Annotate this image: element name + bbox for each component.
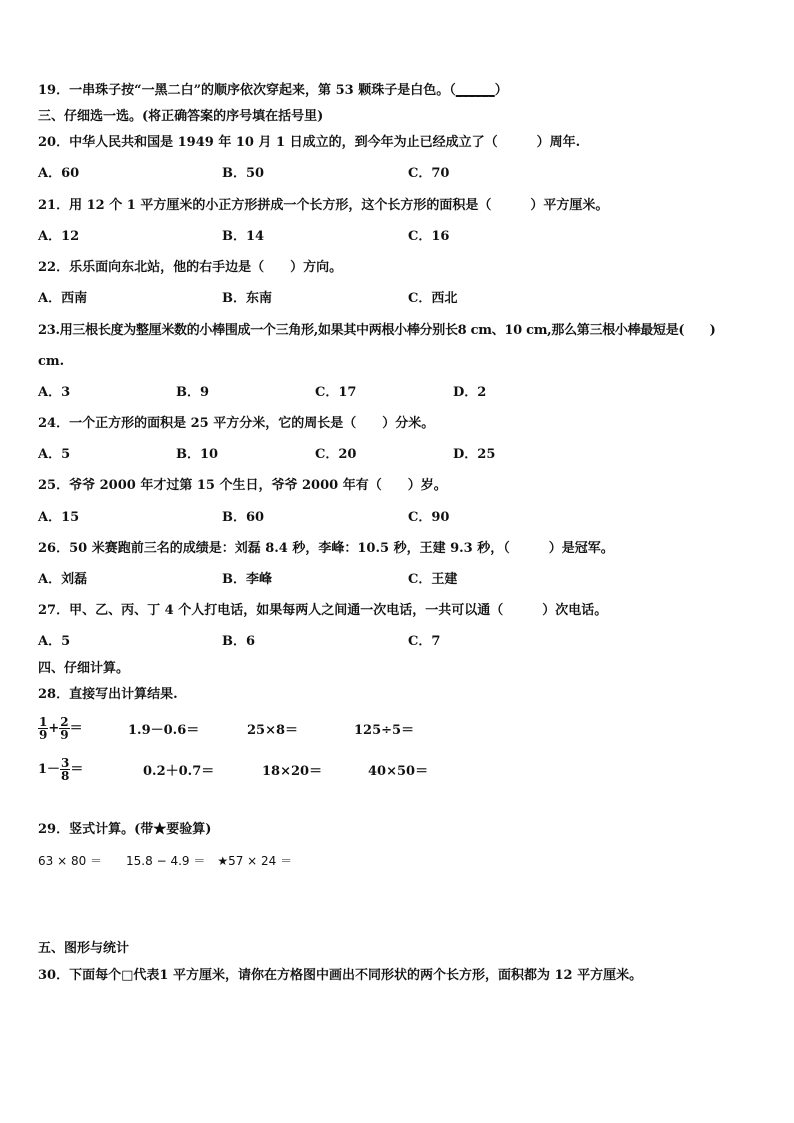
option-a[interactable]: A．刘磊 bbox=[38, 572, 88, 587]
calc-item: 0.2＋0.7＝ bbox=[143, 764, 215, 779]
section-3-heading: 三、仔细选一选。(将正确答案的序号填在括号里) bbox=[38, 109, 324, 124]
option-b[interactable]: B．14 bbox=[222, 229, 265, 244]
option-a[interactable]: A．5 bbox=[38, 634, 71, 649]
option-c[interactable]: C．17 bbox=[315, 385, 357, 400]
option-d[interactable]: D．2 bbox=[453, 385, 487, 400]
question-23: 23.用三根长度为整厘米数的小棒围成一个三角形,如果其中两根小棒分别长8 cm、10 cm,那么第三根小棒最短是( ) bbox=[38, 323, 716, 338]
question-26: 26．50 米赛跑前三名的成绩是：刘磊 8.4 秒，李峰：10.5 秒，王建 9.3 秒，（ ）是冠军。 bbox=[38, 541, 614, 556]
option-a[interactable]: A．15 bbox=[38, 510, 80, 525]
question-30: 30．下面每个□代表1 平方厘米，请你在方格图中画出不同形状的两个长方形，面积都为 12 平方厘米。 bbox=[38, 968, 643, 983]
option-c[interactable]: C．王建 bbox=[408, 572, 458, 587]
question-28: 28．直接写出计算结果. bbox=[38, 687, 178, 702]
section-5-heading: 五、图形与统计 bbox=[38, 941, 130, 956]
option-c[interactable]: C．西北 bbox=[408, 291, 458, 306]
option-a[interactable]: A．5 bbox=[38, 447, 71, 462]
option-c[interactable]: C．90 bbox=[408, 510, 450, 525]
calc-item: 1.9－0.6＝ bbox=[128, 723, 200, 738]
calc-item: 18×20＝ bbox=[262, 764, 323, 779]
calc-item: 40×50＝ bbox=[368, 764, 429, 779]
option-c[interactable]: C．70 bbox=[408, 166, 450, 181]
question-29: 29．竖式计算。(带★要验算) bbox=[38, 822, 212, 837]
option-b[interactable]: B．6 bbox=[222, 634, 256, 649]
question-19 bbox=[38, 82, 508, 100]
option-b[interactable]: B．50 bbox=[222, 166, 265, 181]
calc-item: 125÷5＝ bbox=[354, 723, 415, 738]
calc-fraction-sum: $\frac{1}{9}$ + $\frac{2}{9}$ ＝ bbox=[39, 715, 83, 742]
answer-blank[interactable]: ______ bbox=[455, 83, 495, 98]
option-a[interactable]: A．12 bbox=[38, 229, 80, 244]
option-b[interactable]: B．9 bbox=[176, 385, 210, 400]
option-b[interactable]: B．东南 bbox=[222, 291, 272, 306]
question-22: 22．乐乐面向东北站，他的右手边是（ ）方向。 bbox=[38, 260, 343, 275]
fraction-1-9: $\frac{1}{9}$ bbox=[39, 715, 48, 742]
question-21: 21．用 12 个 1 平方厘米的小正方形拼成一个长方形，这个长方形的面积是（ ）平方厘米。 bbox=[38, 198, 609, 213]
fraction-2-9: $\frac{2}{9}$ bbox=[60, 715, 69, 742]
question-27: 27．甲、乙、丙、丁 4 个人打电话，如果每两人之间通一次电话，一共可以通（ ）次电话。 bbox=[38, 603, 608, 618]
option-c[interactable]: C．20 bbox=[315, 447, 357, 462]
option-a[interactable]: A．60 bbox=[38, 166, 80, 181]
option-c[interactable]: C．7 bbox=[408, 634, 441, 649]
calc-fraction-diff: 1－ $\frac{3}{8}$ ＝ bbox=[38, 756, 84, 783]
question-19-text: 19．一串珠子按“一黑二白”的顺序依次穿起来，第 53 颗珠子是白色。（ bbox=[38, 83, 456, 98]
section-4-heading: 四、仔细计算。 bbox=[38, 661, 130, 676]
fraction-3-8: $\frac{3}{8}$ bbox=[61, 756, 70, 783]
calc-item: 25×8＝ bbox=[247, 723, 299, 738]
option-a[interactable]: A．3 bbox=[38, 385, 71, 400]
vertical-calc-expressions: 63 × 80 ＝ 15.8 − 4.9 ＝ ★57 × 24 ＝ bbox=[38, 854, 293, 868]
option-b[interactable]: B．60 bbox=[222, 510, 265, 525]
option-b[interactable]: B．10 bbox=[176, 447, 219, 462]
option-b[interactable]: B．李峰 bbox=[222, 572, 272, 587]
option-c[interactable]: C．16 bbox=[408, 229, 450, 244]
question-19-close: ） bbox=[494, 83, 508, 98]
option-d[interactable]: D．25 bbox=[453, 447, 496, 462]
question-24: 24．一个正方形的面积是 25 平方分米，它的周长是（ ）分米。 bbox=[38, 416, 435, 431]
question-20: 20．中华人民共和国是 1949 年 10 月 1 日成立的，到今年为止已经成立了（ ）周年. bbox=[38, 135, 581, 150]
question-25: 25．爷爷 2000 年才过第 15 个生日，爷爷 2000 年有（ ）岁。 bbox=[38, 478, 447, 493]
question-23-unit: cm. bbox=[38, 354, 65, 369]
option-a[interactable]: A．西南 bbox=[38, 291, 88, 306]
